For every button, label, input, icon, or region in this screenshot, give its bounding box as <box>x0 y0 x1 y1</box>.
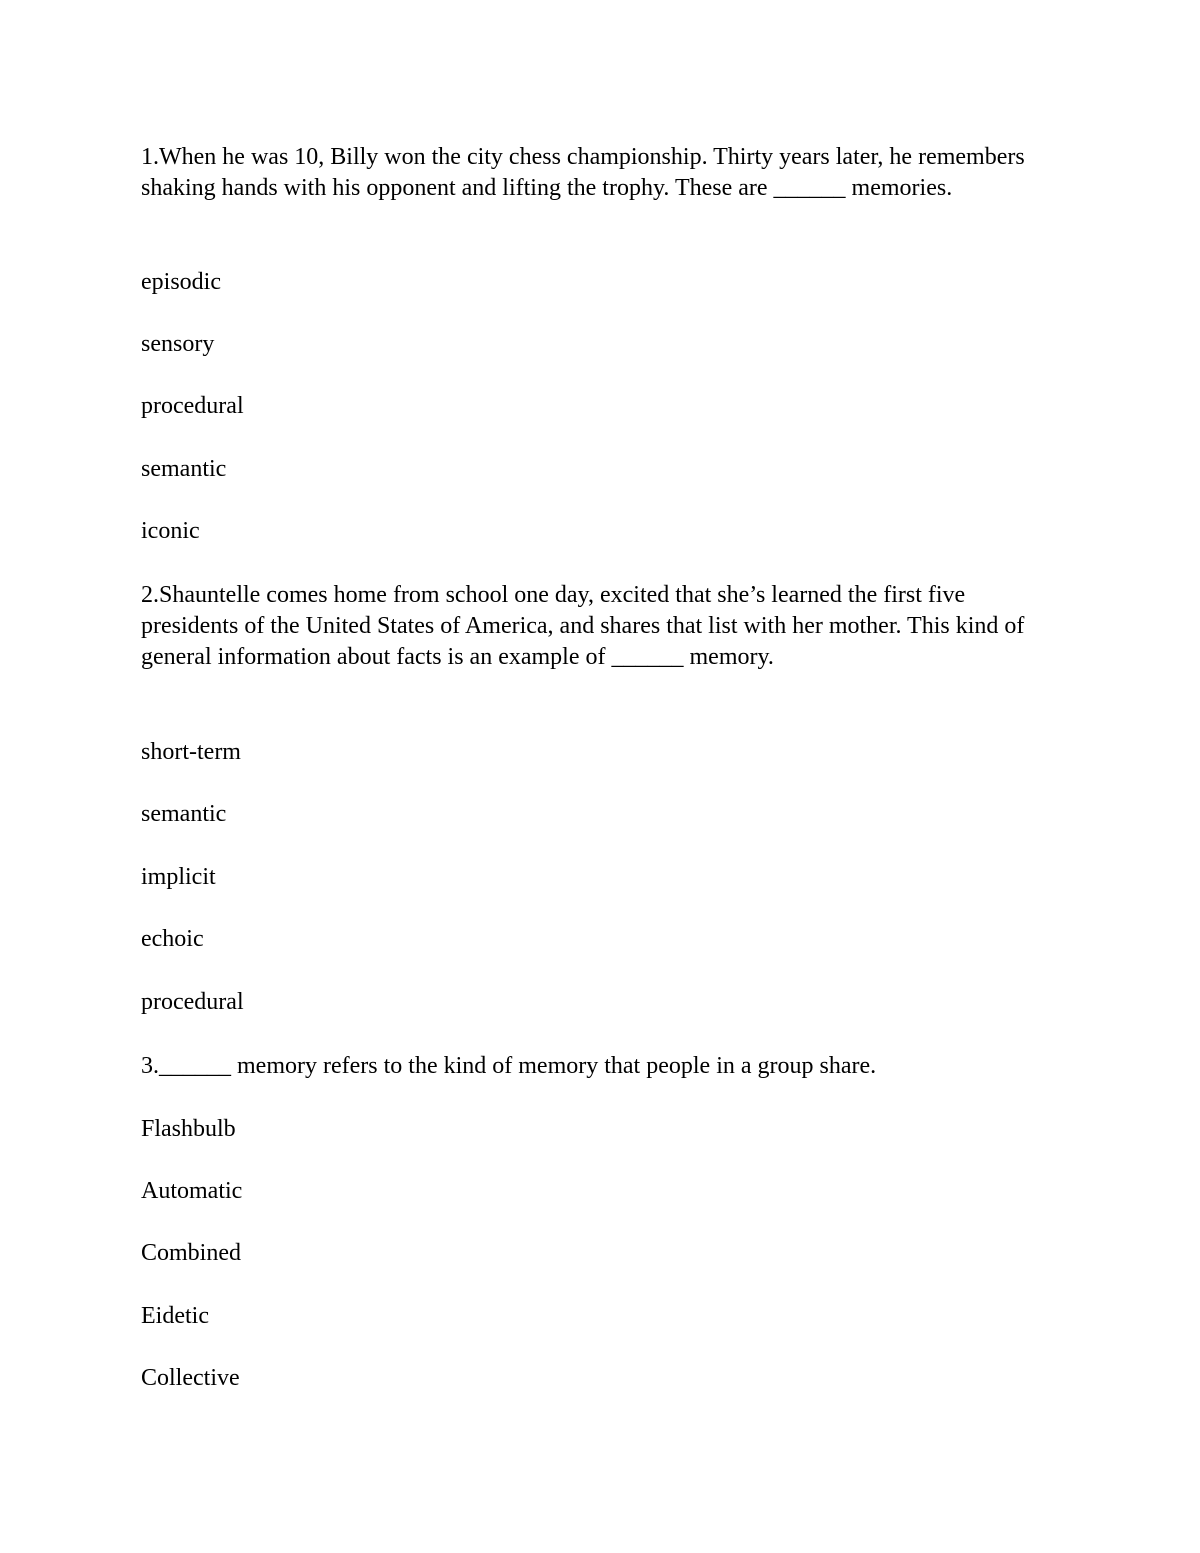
question-1-text: 1.When he was 10, Billy won the city chess championship. Thirty years later, he remembers shaking hands with his opponent and lifting the trophy. These are ______ memories. <box>141 144 1025 201</box>
question-2-option-4: echoic <box>141 926 204 952</box>
question-3-option-4: Eidetic <box>141 1303 209 1329</box>
question-3-text: 3.______ memory refers to the kind of memory that people in a group share. <box>141 1053 877 1079</box>
question-1-option-2: sensory <box>141 331 215 357</box>
question-2-option-3: implicit <box>141 864 216 890</box>
question-3-option-2: Automatic <box>141 1178 243 1204</box>
question-3-option-3: Combined <box>141 1240 241 1266</box>
question-3-option-1: Flashbulb <box>141 1116 236 1142</box>
question-1-option-5: iconic <box>141 518 200 544</box>
question-1-option-1: episodic <box>141 269 221 295</box>
question-2-option-2: semantic <box>141 801 227 827</box>
question-1-option-4: semantic <box>141 456 227 482</box>
question-1-option-3: procedural <box>141 393 244 419</box>
question-2-option-1: short-term <box>141 739 241 765</box>
question-2-text: 2.Shauntelle comes home from school one day, excited that she’s learned the first five presidents of the United States of America, and shares that list with her mother. This kind of general information about facts is an example of ______ memory. <box>141 582 1025 670</box>
question-2-option-5: procedural <box>141 989 244 1015</box>
question-3-option-5: Collective <box>141 1365 240 1391</box>
